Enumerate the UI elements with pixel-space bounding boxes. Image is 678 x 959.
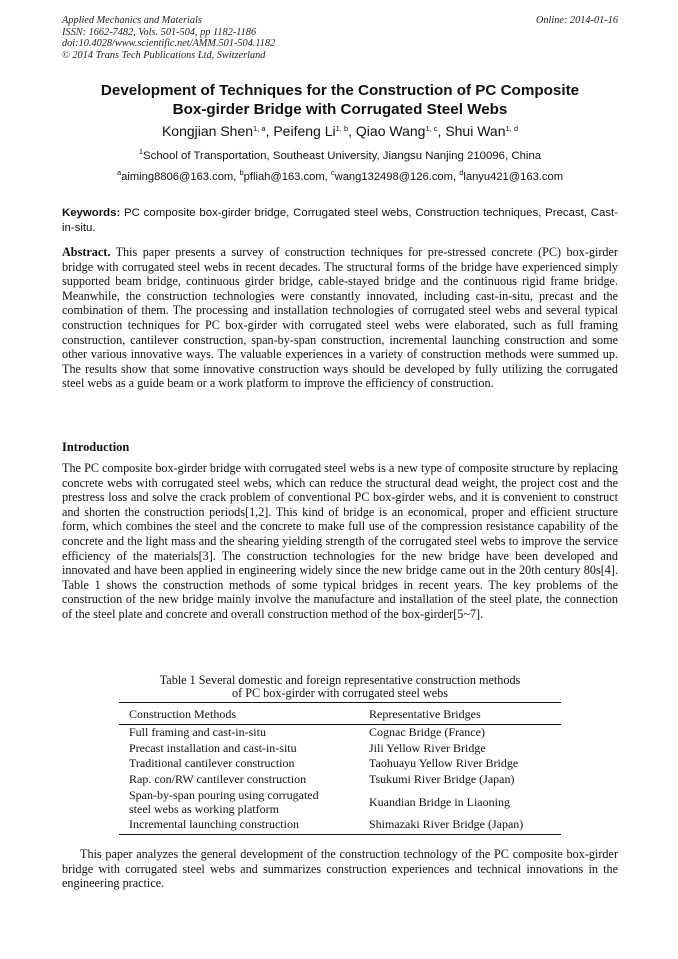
abstract — [62, 245, 618, 391]
email-mark: b — [239, 168, 244, 177]
table-caption-line-1: Table 1 Several domestic and foreign representative construction methods — [159, 673, 521, 687]
title-line-2: Box-girder Bridge with Corrugated Steel Webs — [172, 101, 508, 118]
doi-line[interactable]: doi:10.4028/www.scientific.net/AMM.501-504.1182 — [62, 38, 276, 50]
cell-bridge: Shimazaki River Bridge (Japan) — [359, 817, 561, 834]
cell-bridge: Cognac Bridge (France) — [369, 725, 485, 739]
table-caption-line-2: of PC box-girder with corrugated steel webs — [232, 686, 448, 701]
email-mark: c — [330, 168, 335, 177]
cell-method: Traditional cantilever construction — [129, 756, 295, 771]
author-separator: , — [437, 123, 446, 139]
email-mark: d — [459, 168, 464, 177]
copyright-line: © 2014 Trans Tech Publications Ltd, Switzerland — [62, 49, 266, 61]
table-row — [119, 756, 561, 772]
affiliation — [62, 149, 618, 163]
column-header-bridges: Representative Bridges — [359, 703, 561, 725]
table-caption — [100, 674, 580, 700]
cell-method — [119, 787, 359, 817]
author-affil-mark: 1, d — [505, 124, 519, 133]
email-address[interactable]: aiming8806@163.com — [121, 171, 234, 183]
journal-header — [62, 15, 618, 61]
email-address[interactable]: pfliah@163.com — [243, 171, 325, 183]
abstract-text: This paper presents a survey of construction techniques for pre-stressed concrete (PC) box-girder bridge with corrugated steel webs in recent decades. The structural forms of the bridge have experienced simply supported beam bridge, continuous girder bridge, cable-stayed bridge and the continuous rigid frame bridge. Meanwhile, the construction technologies were constantly innovated, including cast-in-situ, precast and the combination of them. The processing and installation technologies of corrugated steel webs and several typical construction techniques for PC box-girder with corrugated steel webs were elaborated, such as full framing construction, cantilever construction, span-by-span construction, incremental launching construction and some other various innovative ways. The valuable experiences in a variety of construction methods were summed up. The results show that some innovative construction ways should be developed by fully utilizing the corrugated steel webs as a guide beam or a work platform to improve the efficiency of construction. — [62, 245, 618, 391]
cell-method: Precast installation and cast-in-situ — [129, 740, 297, 755]
table-row — [119, 817, 561, 834]
table-row — [119, 787, 561, 817]
column-header-methods: Construction Methods — [119, 703, 359, 725]
author-affil-mark: 1, a — [253, 124, 266, 133]
title-line-1: Development of Techniques for the Construction of PC Composite — [100, 82, 580, 99]
author-name: Shui Wan — [445, 123, 506, 139]
table-row — [119, 772, 561, 788]
paper-title — [62, 81, 618, 119]
cell-bridge: Jili Yellow River Bridge — [369, 740, 486, 755]
abstract-label: Abstract. — [62, 245, 111, 259]
author-separator: , — [348, 123, 356, 139]
author-separator: , — [265, 123, 274, 139]
cell-bridge: Tsukumi River Bridge (Japan) — [369, 771, 515, 786]
introduction-paragraph: The PC composite box-girder bridge with corrugated steel webs is a new type of composite structure by replacing concrete webs with corrugated steel webs, which can reduce the structural dead weight, the project cost and the prestress loss and solve the crack problem of conventional PC box-girder webs, and it is convenient to construct and shorten the construction periods[1,2]. This kind of bridge is an economical, proper and efficient structure form, which combines the steel and the concrete to make full use of the compression resistance capability of the concrete and the light mass and the shearing yielding strength of the corrugated steel webs to improve the service efficiency of the materials[3]. The construction technologies for the new bridge have been developed and innovated and have been applied in engineering widely since the new bridge came out in the 20th century 80s[4]. Table 1 shows the construction methods of some typical bridges in recent years. The key problems of the construction of the new bridge mainly involve the manufacture and installation of the steel plate, the connection of the steel plate and concrete and overall construction method of the box-girder[5~7]. — [62, 461, 618, 621]
cell-bridge: Kuandian Bridge in Liaoning — [369, 794, 510, 809]
author-name: Qiao Wang — [355, 123, 426, 139]
cell-method-line-2: steel webs as working platform — [129, 802, 279, 817]
table-row — [119, 741, 561, 757]
email-separator: , — [324, 171, 331, 183]
email-list — [62, 170, 618, 184]
cell-method: Rap. con/RW cantilever construction — [129, 771, 307, 786]
journal-name: Applied Mechanics and Materials — [62, 15, 202, 26]
email-address[interactable]: lanyu421@163.com — [463, 171, 564, 183]
author-affil-mark: 1, b — [335, 124, 349, 133]
author-list — [62, 122, 618, 140]
keywords — [62, 206, 618, 236]
construction-methods-table — [119, 702, 561, 835]
cell-method: Incremental launching construction — [119, 817, 359, 834]
keywords-label: Keywords: — [62, 207, 121, 219]
online-date: Online: 2014-01-16 — [535, 15, 618, 26]
section-heading-introduction: Introduction — [62, 440, 130, 454]
email-address[interactable]: wang132498@126.com — [334, 171, 453, 183]
closing-paragraph: This paper analyzes the general development of the construction technology of the PC composite box-girder bridge with corrugated steel webs and summarizes construction experiences and technical innovations in the engineering practice. — [62, 847, 618, 891]
keywords-text: PC composite box-girder bridge, Corrugated steel webs, Construction techniques, Precast, Cast-in-situ. — [62, 207, 618, 234]
cell-method: Full framing and cast-in-situ — [129, 725, 266, 739]
cell-bridge: Taohuayu Yellow River Bridge — [369, 756, 519, 771]
email-separator: , — [452, 171, 460, 183]
author-name: Kongjian Shen — [161, 123, 254, 139]
email-mark: a — [116, 168, 122, 177]
author-name: Peifeng Li — [273, 123, 336, 139]
cell-method-line-1: Span-by-span pouring using corrugated — [129, 788, 319, 803]
issn-line: ISSN: 1662-7482, Vols. 501-504, pp 1182-1186 — [62, 26, 257, 38]
table-row — [119, 725, 561, 741]
affiliation-text: School of Transportation, Southeast University, Jiangsu Nanjing 210096, China — [143, 150, 542, 162]
author-affil-mark: 1, c — [425, 124, 438, 133]
table-header-row — [119, 703, 561, 725]
affiliation-mark: 1 — [138, 147, 144, 156]
email-separator: , — [233, 171, 240, 183]
